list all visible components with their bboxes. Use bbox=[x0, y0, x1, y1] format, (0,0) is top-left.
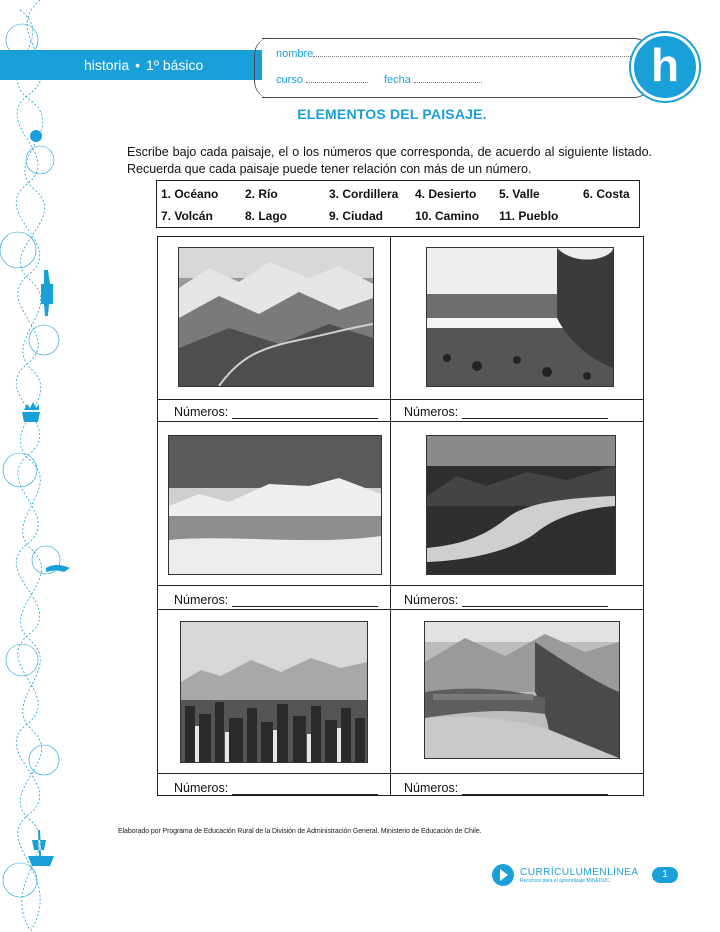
course-blank[interactable] bbox=[306, 73, 368, 83]
grid-divider bbox=[158, 399, 643, 400]
desert-volcano-image bbox=[169, 436, 381, 574]
list-item: 3. Cordillera bbox=[329, 187, 399, 201]
photo-city bbox=[180, 621, 368, 763]
photo-desert-volcano bbox=[168, 435, 382, 575]
page-number-badge: 1 bbox=[652, 867, 678, 883]
lake-valley-image bbox=[425, 622, 619, 758]
grid-divider bbox=[158, 585, 643, 586]
numeros-label: Números: bbox=[174, 405, 229, 419]
answer-blank[interactable] bbox=[232, 406, 378, 419]
list-item: 9. Ciudad bbox=[329, 209, 384, 223]
list-item: 7. Volcán bbox=[161, 209, 213, 223]
answer-blank[interactable] bbox=[462, 782, 608, 795]
list-item: 11. Pueblo bbox=[499, 209, 559, 223]
numeros-label: Números: bbox=[404, 405, 459, 419]
numeros-answer-field[interactable] bbox=[404, 777, 608, 795]
list-item: 2. Río bbox=[245, 187, 278, 201]
date-field[interactable] bbox=[384, 73, 482, 86]
curriculum-en-linea-logo bbox=[492, 864, 639, 886]
list-item: 1. Océano bbox=[161, 187, 219, 201]
name-label: nombre bbox=[276, 48, 314, 60]
date-blank[interactable] bbox=[414, 73, 482, 83]
numeros-answer-field[interactable] bbox=[174, 589, 378, 607]
date-label: fecha bbox=[384, 74, 411, 86]
instructions-text: Escribe bajo cada paisaje, el o los números que corresponda, de acuerdo al siguiente listado. Recuerda que cada paisaje puede tener relación con más de un número. bbox=[127, 145, 652, 176]
student-info-box bbox=[262, 38, 652, 98]
brand-text bbox=[520, 867, 639, 884]
numeros-label: Números: bbox=[404, 781, 459, 795]
grid-divider bbox=[158, 609, 643, 610]
course-label: curso bbox=[276, 74, 303, 86]
course-field[interactable] bbox=[276, 73, 368, 86]
name-blank[interactable] bbox=[313, 47, 633, 57]
numeros-label: Números: bbox=[174, 593, 229, 607]
grid-divider bbox=[158, 773, 643, 774]
answer-blank[interactable] bbox=[232, 594, 378, 607]
list-item: 8. Lago bbox=[245, 209, 288, 223]
page-title: ELEMENTOS DEL PAISAJE. bbox=[297, 106, 487, 122]
list-item: 5. Valle bbox=[499, 187, 540, 201]
historia-logo-icon: h bbox=[631, 33, 699, 101]
photo-mountain-road bbox=[178, 247, 374, 387]
grid-divider-vertical bbox=[390, 237, 391, 795]
answer-blank[interactable] bbox=[462, 594, 608, 607]
numeros-answer-field[interactable] bbox=[404, 401, 608, 419]
river-valley-image bbox=[427, 436, 615, 574]
decorative-margin-swirls bbox=[0, 0, 80, 932]
subject-label: historia bbox=[84, 57, 130, 73]
header-subject-band bbox=[0, 50, 262, 80]
coast-image bbox=[427, 248, 613, 386]
mountain-road-image bbox=[179, 248, 373, 386]
separator-dot: • bbox=[135, 57, 141, 73]
elements-list-table bbox=[156, 180, 640, 228]
grid-divider bbox=[158, 421, 643, 422]
list-item: 6. Costa bbox=[583, 187, 630, 201]
numeros-answer-field[interactable] bbox=[174, 401, 378, 419]
numeros-answer-field[interactable] bbox=[174, 777, 378, 795]
brand-name: CURRÍCULUMENLÍNEA bbox=[520, 866, 639, 878]
grade-label: 1º básico bbox=[146, 57, 204, 73]
numeros-label: Números: bbox=[404, 593, 459, 607]
photo-river-valley bbox=[426, 435, 616, 575]
photo-lake-valley bbox=[424, 621, 620, 759]
answer-blank[interactable] bbox=[462, 406, 608, 419]
list-item: 10. Camino bbox=[415, 209, 480, 223]
footer-credit: Elaborado por Programa de Educación Rural de la División de Administración General. Ministerio de Educación de Chile. bbox=[118, 828, 482, 835]
numeros-label: Números: bbox=[174, 781, 229, 795]
list-item: 4. Desierto bbox=[415, 187, 477, 201]
landscape-photo-grid bbox=[157, 236, 644, 796]
numeros-answer-field[interactable] bbox=[404, 589, 608, 607]
photo-coast bbox=[426, 247, 614, 387]
answer-blank[interactable] bbox=[232, 782, 378, 795]
brand-subtitle: Recursos para el aprendizaje MINEDUC bbox=[520, 877, 610, 884]
name-field[interactable] bbox=[276, 47, 633, 60]
city-image bbox=[181, 622, 367, 762]
play-arrow-icon bbox=[492, 864, 514, 886]
